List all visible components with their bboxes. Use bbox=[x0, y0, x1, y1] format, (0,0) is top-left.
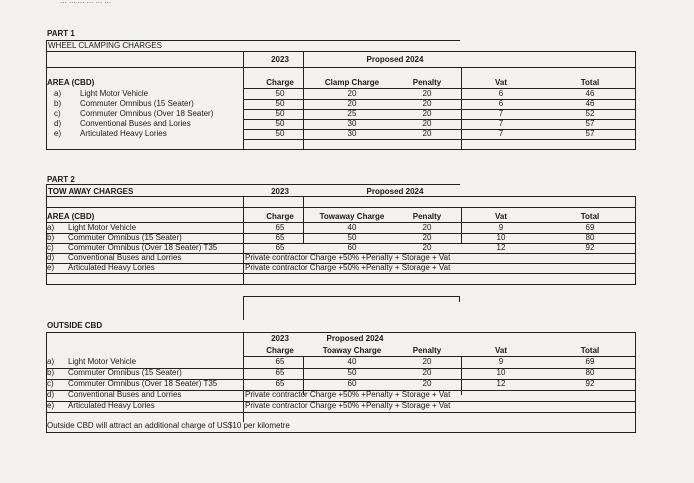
p2-v1 bbox=[243, 196, 244, 285]
p1-head-rule bbox=[46, 67, 636, 68]
sep-v2 bbox=[459, 296, 460, 302]
part1-row-4-vat: 7 bbox=[498, 129, 504, 138]
part2-col-penalty: Penalty bbox=[412, 212, 442, 221]
outside-row-3-code: d) bbox=[47, 390, 55, 399]
outside-row-0-total: 69 bbox=[585, 357, 595, 366]
p2-rowrule-4 bbox=[46, 273, 636, 274]
part1-row-2-code: c) bbox=[54, 109, 61, 118]
part1-label: PART 1 bbox=[47, 29, 75, 38]
part2-row-1-c2: 50 bbox=[347, 233, 357, 242]
outside-row-2-c2: 60 bbox=[347, 379, 357, 388]
part2-row-3-code: d) bbox=[47, 253, 55, 262]
part1-row-4-total: 57 bbox=[585, 129, 595, 138]
part2-row-1-code: b) bbox=[47, 233, 55, 242]
outside-col-charge: Charge bbox=[266, 346, 294, 355]
part2-row-0-vat: 9 bbox=[498, 223, 504, 232]
part1-row-2-name: Commuter Omnibus (Over 18 Seater) bbox=[80, 109, 214, 118]
outside-proposed: Proposed 2024 bbox=[326, 334, 384, 343]
p1-rowrule-4 bbox=[243, 139, 635, 140]
top-cut-text: ... ... ... ... ... ... bbox=[60, 0, 112, 5]
part1-col-c2: Clamp Charge bbox=[324, 78, 380, 87]
part1-row-4-charge: 50 bbox=[275, 129, 285, 138]
part1-row-1-name: Commuter Omnibus (15 Seater) bbox=[80, 99, 194, 108]
outside-row-2-vat: 12 bbox=[496, 379, 506, 388]
part1-year: 2023 bbox=[271, 55, 289, 64]
part2-area: AREA (CBD) bbox=[47, 212, 95, 221]
p1-bottom bbox=[46, 149, 636, 150]
part2-row-4-name: Articulated Heavy Lories bbox=[68, 263, 155, 272]
o-v1 bbox=[243, 332, 244, 422]
outside-row-0-charge: 65 bbox=[275, 357, 285, 366]
part1-row-2-charge: 50 bbox=[275, 109, 285, 118]
p1-v2 bbox=[303, 51, 304, 150]
outside-col-penalty: Penalty bbox=[412, 346, 442, 355]
outside-row-2-penalty: 20 bbox=[422, 379, 432, 388]
outside-col-total: Total bbox=[580, 346, 600, 355]
outside-row-3-note: Private contractor Charge +50% +Penalty + Storage + Vat bbox=[245, 390, 451, 399]
outside-row-2-code: c) bbox=[47, 379, 54, 388]
part1-row-1-code: b) bbox=[54, 99, 62, 108]
part2-col-vat: Vat bbox=[494, 212, 507, 221]
part1-row-2-vat: 7 bbox=[498, 109, 504, 118]
part1-row-1-charge: 50 bbox=[275, 99, 285, 108]
o-bottom bbox=[46, 432, 636, 433]
part2-row-0-code: a) bbox=[47, 223, 55, 232]
part2-row-0-total: 69 bbox=[585, 223, 595, 232]
part2-year: 2023 bbox=[271, 187, 289, 196]
part2-col-charge: Charge bbox=[266, 212, 294, 221]
p2-v2 bbox=[303, 196, 304, 244]
part1-row-0-total: 46 bbox=[585, 89, 595, 98]
part1-row-0-code: a) bbox=[54, 89, 62, 98]
outside-row-0-name: Light Motor Vehicle bbox=[68, 357, 137, 366]
part2-row-3-note: Private contractor Charge +50% +Penalty + Storage + Vat bbox=[245, 253, 451, 262]
part2-proposed: Proposed 2024 bbox=[366, 187, 424, 196]
p2-bottom bbox=[46, 284, 636, 285]
outside-row-0-vat: 9 bbox=[498, 357, 504, 366]
part2-row-2-name: Commuter Omnibus (Over 18 Seater) T35 bbox=[68, 243, 218, 252]
part1-col-vat: Vat bbox=[494, 78, 507, 87]
part1-row-3-c2: 30 bbox=[347, 119, 357, 128]
part2-row-4-note: Private contractor Charge +50% +Penalty + Storage + Vat bbox=[245, 263, 451, 272]
part2-row-0-name: Light Motor Vehicle bbox=[68, 223, 137, 232]
part1-row-3-penalty: 20 bbox=[422, 119, 432, 128]
outside-row-0-penalty: 20 bbox=[422, 357, 432, 366]
part1-col-total: Total bbox=[580, 78, 600, 87]
part2-row-2-charge: 65 bbox=[275, 243, 285, 252]
part2-row-1-penalty: 20 bbox=[422, 233, 432, 242]
part1-row-4-penalty: 20 bbox=[422, 129, 432, 138]
part1-row-0-penalty: 20 bbox=[422, 89, 432, 98]
part2-title: TOW AWAY CHARGES bbox=[48, 187, 134, 196]
part1-row-3-name: Conventional Buses and Lories bbox=[80, 119, 191, 128]
o-rowrule-4 bbox=[46, 412, 636, 413]
p2-head-rule bbox=[46, 207, 636, 208]
part1-row-0-vat: 6 bbox=[498, 89, 504, 98]
p1-title-rule bbox=[46, 51, 636, 52]
part2-row-1-charge: 65 bbox=[275, 233, 285, 242]
p1-right bbox=[635, 51, 636, 150]
part1-row-1-total: 46 bbox=[585, 99, 595, 108]
outside-row-0-code: a) bbox=[47, 357, 55, 366]
part2-row-2-code: c) bbox=[47, 243, 54, 252]
part1-row-1-vat: 6 bbox=[498, 99, 504, 108]
outside-year: 2023 bbox=[271, 334, 289, 343]
part1-row-4-c2: 30 bbox=[347, 129, 357, 138]
p1-v1 bbox=[243, 51, 244, 150]
part2-row-0-charge: 65 bbox=[275, 223, 285, 232]
part1-row-3-charge: 50 bbox=[275, 119, 285, 128]
part1-area: AREA (CBD) bbox=[47, 78, 95, 87]
outside-row-2-name: Commuter Omnibus (Over 18 Seater) T35 bbox=[68, 379, 218, 388]
part1-row-4-code: e) bbox=[54, 129, 62, 138]
part1-row-4-name: Articulated Heavy Lories bbox=[80, 129, 167, 138]
p2-v3 bbox=[461, 207, 462, 244]
part1-row-3-total: 57 bbox=[585, 119, 595, 128]
part2-col-total: Total bbox=[580, 212, 600, 221]
part1-row-0-charge: 50 bbox=[275, 89, 285, 98]
p2-right bbox=[635, 196, 636, 285]
part2-col-c2: Towaway Charge bbox=[319, 212, 385, 221]
part1-title: WHEEL CLAMPING CHARGES bbox=[48, 41, 162, 50]
part1-row-2-total: 52 bbox=[585, 109, 595, 118]
sep-v1 bbox=[243, 296, 244, 320]
outside-row-4-code: e) bbox=[47, 401, 55, 410]
o-top bbox=[46, 332, 636, 333]
part2-row-3-name: Conventional Buses and Lorries bbox=[68, 253, 182, 262]
part1-col-charge: Charge bbox=[266, 78, 294, 87]
p2-top bbox=[46, 184, 460, 185]
outside-row-0-c2: 40 bbox=[347, 357, 357, 366]
part2-row-2-total: 92 bbox=[585, 243, 595, 252]
outside-row-2-charge: 65 bbox=[275, 379, 285, 388]
outside-label: OUTSIDE CBD bbox=[47, 321, 103, 330]
outside-row-4-name: Articulated Heavy Lories bbox=[68, 401, 155, 410]
part2-row-2-c2: 60 bbox=[347, 243, 357, 252]
outside-row-1-penalty: 20 bbox=[422, 368, 432, 377]
part1-row-2-c2: 25 bbox=[347, 109, 357, 118]
o-right bbox=[635, 332, 636, 433]
part2-row-2-vat: 12 bbox=[496, 243, 506, 252]
outside-row-1-code: b) bbox=[47, 368, 55, 377]
outside-footnote: Outside CBD will attract an additional charge of US$10 per kilometre bbox=[47, 421, 290, 430]
part2-label: PART 2 bbox=[47, 175, 75, 184]
outside-row-1-name: Commuter Omnibus (15 Seater) bbox=[68, 368, 182, 377]
outside-row-1-total: 80 bbox=[585, 368, 595, 377]
part1-row-3-code: d) bbox=[54, 119, 62, 128]
part2-row-1-vat: 10 bbox=[496, 233, 506, 242]
part2-row-1-total: 80 bbox=[585, 233, 595, 242]
outside-row-4-note: Private contractor Charge +50% +Penalty + Storage + Vat bbox=[245, 401, 451, 410]
outside-row-3-name: Conventional Buses and Lorries bbox=[68, 390, 182, 399]
part1-row-0-c2: 20 bbox=[347, 89, 357, 98]
outside-row-1-vat: 10 bbox=[496, 368, 506, 377]
part1-proposed: Proposed 2024 bbox=[366, 55, 424, 64]
sep-h1 bbox=[243, 296, 459, 297]
part1-row-3-vat: 7 bbox=[498, 119, 504, 128]
outside-row-2-total: 92 bbox=[585, 379, 595, 388]
p1-left bbox=[46, 40, 47, 150]
part2-row-1-name: Commuter Omnibus (15 Seater) bbox=[68, 233, 182, 242]
part2-row-0-c2: 40 bbox=[347, 223, 357, 232]
part1-row-2-penalty: 20 bbox=[422, 109, 432, 118]
outside-col-c2: Toaway Charge bbox=[322, 346, 382, 355]
part2-row-2-penalty: 20 bbox=[422, 243, 432, 252]
outside-col-vat: Vat bbox=[494, 346, 507, 355]
outside-row-1-c2: 50 bbox=[347, 368, 357, 377]
part1-row-0-name: Light Motor Vehicle bbox=[80, 89, 149, 98]
part2-row-4-code: e) bbox=[47, 263, 55, 272]
part2-row-0-penalty: 20 bbox=[422, 223, 432, 232]
part1-row-1-penalty: 20 bbox=[422, 99, 432, 108]
outside-row-1-charge: 65 bbox=[275, 368, 285, 377]
part1-row-1-c2: 20 bbox=[347, 99, 357, 108]
part1-col-penalty: Penalty bbox=[412, 78, 442, 87]
